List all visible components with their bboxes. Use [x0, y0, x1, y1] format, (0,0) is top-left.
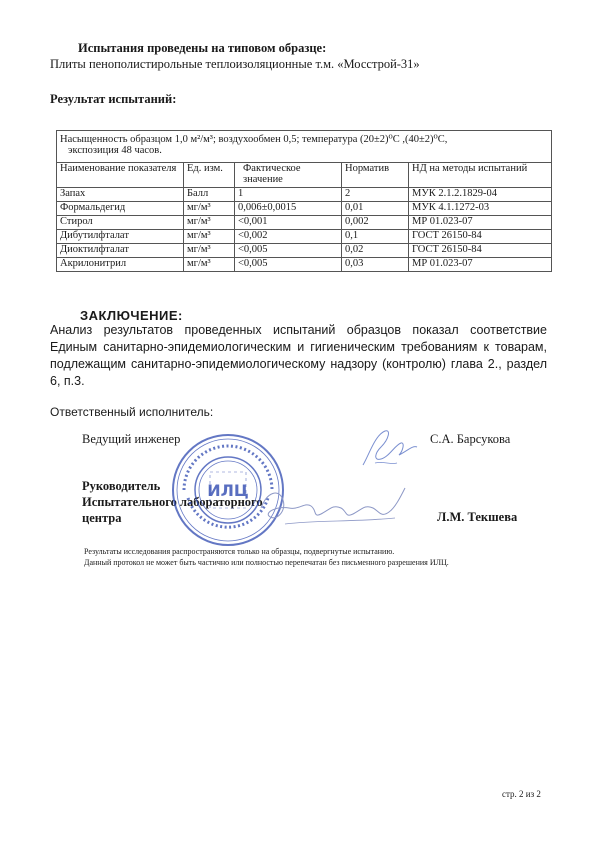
table-cell: Балл	[184, 188, 235, 202]
table-cell: Диоктилфталат	[57, 244, 184, 258]
table-cell: 0,03	[342, 258, 409, 272]
conditions-cell	[57, 131, 552, 163]
table-cell: 0,002	[342, 216, 409, 230]
head-signature	[255, 478, 415, 538]
conclusion-text: Анализ результатов проведенных испытаний образцов показал соответствие Единым санитарно-эпидемиологическим и гигиеническим требованиям к товарам, подлежащим санитарно-эпидемиологическому надзору (контролю) глава 2., раздел 6, п.3.	[50, 323, 547, 388]
table-cell: 0,01	[342, 202, 409, 216]
table-cell: мг/м³	[184, 202, 235, 216]
table-row	[57, 188, 552, 202]
conclusion-title: ЗАКЛЮЧЕНИЕ:	[80, 308, 183, 323]
table-cell: МУК 2.1.2.1829-04	[409, 188, 552, 202]
table-cell: мг/м³	[184, 258, 235, 272]
heading: Испытания проведены на типовом образце:	[78, 41, 327, 55]
table-row	[57, 244, 552, 258]
table-cell: Дибутилфталат	[57, 230, 184, 244]
table-cell: <0,005	[235, 258, 342, 272]
column-header: Фактическое значение	[235, 163, 342, 188]
column-header: Норматив	[342, 163, 409, 188]
table-cell: 0,02	[342, 244, 409, 258]
disclaimer-line: Данный протокол не может быть частично или полностью перепечатан без письменного разрешения ИЛЦ.	[84, 558, 449, 567]
table-cell: мг/м³	[184, 216, 235, 230]
disclaimer	[84, 546, 449, 568]
stamp-center-text: ИЛЦ	[207, 481, 249, 500]
responsible-label: Ответственный исполнитель:	[50, 405, 214, 419]
engineer-name: С.А. Барсукова	[430, 432, 511, 446]
table-cell: МР 01.023-07	[409, 216, 552, 230]
column-header: Ед. изм.	[184, 163, 235, 188]
table-cell: 1	[235, 188, 342, 202]
table-cell: мг/м³	[184, 244, 235, 258]
conditions-line-2: экспозиция 48 часов.	[68, 145, 162, 156]
page-number: стр. 2 из 2	[502, 789, 541, 799]
table-cell: Запах	[57, 188, 184, 202]
head-title-line: Руководитель	[82, 479, 161, 493]
table-cell: МУК 4.1.1272-03	[409, 202, 552, 216]
table-row	[57, 258, 552, 272]
table-cell: Формальдегид	[57, 202, 184, 216]
table-cell: 2	[342, 188, 409, 202]
head-name: Л.М. Текшева	[437, 510, 518, 524]
table-row	[57, 230, 552, 244]
table-cell: ГОСТ 26150-84	[409, 230, 552, 244]
table-cell: 0,1	[342, 230, 409, 244]
engineer-title: Ведущий инженер	[82, 432, 181, 446]
table-header-row	[57, 163, 552, 188]
table-cell: МР 01.023-07	[409, 258, 552, 272]
table-cell: <0,002	[235, 230, 342, 244]
engineer-signature	[355, 425, 425, 473]
table-row	[57, 202, 552, 216]
table-cell: Стирол	[57, 216, 184, 230]
conditions-row	[57, 131, 552, 163]
head-title-line: Испытательного лабораторного	[82, 495, 263, 509]
table-cell: Акрилонитрил	[57, 258, 184, 272]
results-title: Результат испытаний:	[50, 92, 177, 106]
column-header: НД на методы испытаний	[409, 163, 552, 188]
disclaimer-line: Результаты исследования распространяются только на образцы, подвергнутые испытанию.	[84, 547, 395, 556]
results-table	[56, 130, 552, 272]
table-cell: <0,001	[235, 216, 342, 230]
table-cell: <0,005	[235, 244, 342, 258]
table-cell: ГОСТ 26150-84	[409, 244, 552, 258]
product-name: Плиты пенополистирольные теплоизоляционные т.м. «Мосстрой-31»	[50, 57, 420, 71]
head-title-line: центра	[82, 511, 122, 525]
table-cell: мг/м³	[184, 230, 235, 244]
table-cell: 0,006±0,0015	[235, 202, 342, 216]
conditions-line-1: Насыщенность образцом 1,0 м²/м³; воздухообмен 0,5; температура (20±2)⁰С ,(40±2)⁰С,	[60, 134, 448, 145]
column-header: Наименование показателя	[57, 163, 184, 188]
table-row	[57, 216, 552, 230]
